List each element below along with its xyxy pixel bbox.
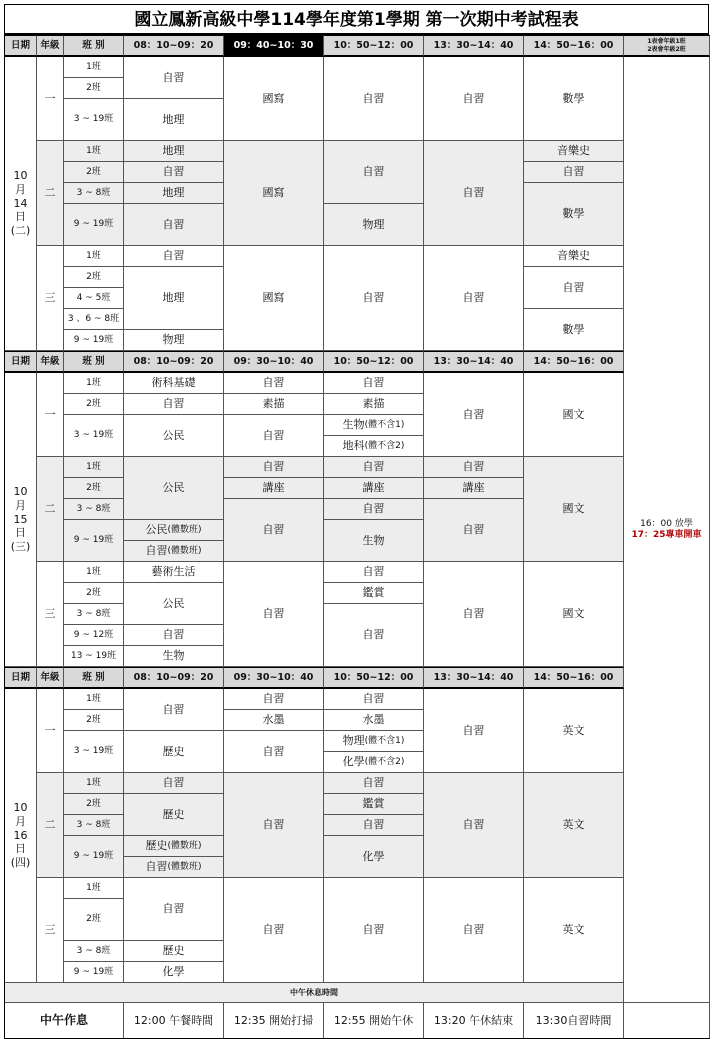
header-grade: 年級	[37, 667, 64, 689]
class-label: 3 ~ 19班	[64, 415, 124, 457]
exam-cell: 自習	[324, 499, 424, 520]
header-date: 日期	[5, 351, 37, 373]
exam-cell: 物理 (體不含1)	[324, 731, 424, 752]
header-period-3: 10：50~12：00	[324, 667, 424, 689]
exam-cell: 自習	[424, 457, 524, 478]
exam-cell: 自習	[524, 267, 624, 309]
exam-cell: 歷史 (體數班)	[124, 836, 224, 857]
exam-cell: 自習	[324, 57, 424, 141]
exam-cell: 自習	[424, 141, 524, 246]
exam-cell: 自習	[524, 162, 624, 183]
exam-cell: 國文	[524, 373, 624, 457]
exam-cell: 自習	[224, 499, 324, 562]
class-label: 1班	[64, 141, 124, 162]
exam-cell: 音樂史	[524, 141, 624, 162]
exam-cell: 化學	[124, 962, 224, 983]
exam-cell: 自習 (體數班)	[124, 857, 224, 878]
lunch-blank	[624, 983, 710, 1039]
exam-cell: 自習	[224, 457, 324, 478]
exam-cell: 英文	[524, 689, 624, 773]
day2-date: 10 月 15 日 (三)	[5, 373, 37, 667]
class-label: 3 ~ 8班	[64, 499, 124, 520]
exam-cell: 地科 (體不含2)	[324, 436, 424, 457]
exam-cell: 自習	[424, 499, 524, 562]
exam-cell: 物理	[324, 204, 424, 246]
header-period-5: 14：50~16：00	[524, 351, 624, 373]
exam-cell: 自習	[324, 457, 424, 478]
exam-cell: 國文	[524, 457, 624, 562]
header-period-3: 10：50~12：00	[324, 351, 424, 373]
class-label: 3 、6 ~ 8班	[64, 309, 124, 330]
exam-cell: 音樂史	[524, 246, 624, 267]
exam-cell: 講座	[324, 478, 424, 499]
exam-cell: 自習	[424, 689, 524, 773]
header-period-3: 10：50~12：00	[324, 35, 424, 57]
exam-cell: 術科基礎	[124, 373, 224, 394]
day1-grade-1: 一	[37, 57, 64, 141]
day1-grade-3: 三	[37, 246, 64, 351]
exam-schedule-table	[4, 34, 709, 1039]
class-label: 1班	[64, 246, 124, 267]
exam-cell: 自習	[424, 373, 524, 457]
day3-grade-1: 一	[37, 689, 64, 773]
lunch-label: 中午作息	[5, 1003, 124, 1039]
class-label: 1班	[64, 373, 124, 394]
exam-cell: 國寫	[224, 141, 324, 246]
exam-cell: 自習	[124, 246, 224, 267]
exam-cell: 公民	[124, 415, 224, 457]
header-date: 日期	[5, 35, 37, 57]
lunch-time-4: 13:20 午休結束	[424, 1003, 524, 1039]
class-label: 2班	[64, 267, 124, 288]
header-period-1: 08：10~09：20	[124, 35, 224, 57]
exam-cell: 生物 (體不含1)	[324, 415, 424, 436]
class-label: 1班	[64, 562, 124, 583]
class-label: 3 ~ 8班	[64, 815, 124, 836]
header-period-1: 08：10~09：20	[124, 351, 224, 373]
exam-cell: 自習	[324, 815, 424, 836]
exam-cell: 自習	[424, 57, 524, 141]
exam-cell: 自習	[124, 57, 224, 99]
header-class: 班 別	[64, 35, 124, 57]
class-label: 2班	[64, 162, 124, 183]
header-period-5: 14：50~16：00	[524, 35, 624, 57]
header-grade: 年級	[37, 35, 64, 57]
header-period-2: 09：30~10：40	[224, 667, 324, 689]
exam-cell: 地理	[124, 141, 224, 162]
exam-cell: 自習	[324, 562, 424, 583]
header-note: 1表會年級1班 2表會年級2班	[624, 35, 710, 57]
exam-cell: 英文	[524, 773, 624, 878]
class-label: 1班	[64, 878, 124, 899]
exam-cell: 自習	[124, 625, 224, 646]
day1-date: 10 月 14 日 (二)	[5, 57, 37, 351]
day2-grade-2: 二	[37, 457, 64, 562]
class-label: 3 ~ 8班	[64, 604, 124, 625]
exam-cell: 自習	[224, 878, 324, 983]
header-grade: 年級	[37, 351, 64, 373]
exam-cell: 講座	[224, 478, 324, 499]
exam-cell: 地理	[124, 267, 224, 330]
exam-cell: 公民	[124, 457, 224, 520]
header-period-5: 14：50~16：00	[524, 667, 624, 689]
exam-cell: 鑑賞	[324, 583, 424, 604]
exam-cell: 地理	[124, 99, 224, 141]
header-class: 班 別	[64, 667, 124, 689]
exam-cell: 公民 (體數班)	[124, 520, 224, 541]
day2-grade-1: 一	[37, 373, 64, 457]
lunch-banner: 中午休息時間	[5, 983, 624, 1003]
header-period-2: 09：40~10：30	[224, 35, 324, 57]
exam-cell: 化學 (體不含2)	[324, 752, 424, 773]
exam-cell: 自習	[124, 689, 224, 731]
class-label: 9 ~ 12班	[64, 625, 124, 646]
class-label: 2班	[64, 583, 124, 604]
header-period-4: 13：30~14：40	[424, 667, 524, 689]
class-label: 3 ~ 8班	[64, 941, 124, 962]
exam-cell: 講座	[424, 478, 524, 499]
exam-cell: 國文	[524, 562, 624, 667]
class-label: 9 ~ 19班	[64, 836, 124, 878]
class-label: 1班	[64, 457, 124, 478]
exam-cell: 歷史	[124, 731, 224, 773]
exam-cell: 物理	[124, 330, 224, 351]
exam-cell: 自習	[324, 878, 424, 983]
class-label: 3 ~ 8班	[64, 183, 124, 204]
exam-cell: 自習	[224, 731, 324, 773]
exam-cell: 自習	[224, 689, 324, 710]
exam-cell: 地理	[124, 183, 224, 204]
exam-cell: 數學	[524, 183, 624, 246]
exam-cell: 英文	[524, 878, 624, 983]
exam-cell: 自習	[224, 773, 324, 878]
exam-cell: 自習	[424, 246, 524, 351]
exam-cell: 自習	[124, 162, 224, 183]
exam-cell: 數學	[524, 57, 624, 141]
class-label: 2班	[64, 394, 124, 415]
exam-cell: 生物	[324, 520, 424, 562]
exam-cell: 歷史	[124, 794, 224, 836]
exam-cell: 數學	[524, 309, 624, 351]
exam-cell: 自習	[324, 689, 424, 710]
exam-cell: 國寫	[224, 57, 324, 141]
header-class: 班 別	[64, 351, 124, 373]
exam-cell: 素描	[224, 394, 324, 415]
class-label: 2班	[64, 78, 124, 99]
class-label: 1班	[64, 57, 124, 78]
exam-cell: 自習	[424, 562, 524, 667]
exam-cell: 自習	[224, 562, 324, 667]
exam-cell: 自習	[124, 394, 224, 415]
exam-cell: 水墨	[324, 710, 424, 731]
exam-cell: 國寫	[224, 246, 324, 351]
class-label: 2班	[64, 710, 124, 731]
class-label: 9 ~ 19班	[64, 204, 124, 246]
class-label: 9 ~ 19班	[64, 330, 124, 351]
dismissal-note: 16：00 放學 17：25專車開車	[624, 57, 710, 1003]
day1-grade-2: 二	[37, 141, 64, 246]
exam-cell: 自習	[324, 141, 424, 204]
exam-cell: 自習	[124, 878, 224, 941]
header-period-4: 13：30~14：40	[424, 351, 524, 373]
class-label: 2班	[64, 794, 124, 815]
exam-cell: 自習	[124, 204, 224, 246]
exam-cell: 自習	[324, 773, 424, 794]
day3-date: 10 月 16 日 (四)	[5, 689, 37, 983]
day2-grade-3: 三	[37, 562, 64, 667]
class-label: 9 ~ 19班	[64, 520, 124, 562]
class-label: 2班	[64, 899, 124, 941]
class-label: 4 ~ 5班	[64, 288, 124, 309]
lunch-time-2: 12:35 開始打掃	[224, 1003, 324, 1039]
lunch-time-1: 12:00 午餐時間	[124, 1003, 224, 1039]
lunch-time-5: 13:30自習時間	[524, 1003, 624, 1039]
class-label: 9 ~ 19班	[64, 962, 124, 983]
exam-cell: 自習	[424, 773, 524, 878]
exam-cell: 自習	[324, 246, 424, 351]
exam-cell: 生物	[124, 646, 224, 667]
exam-cell: 自習	[224, 415, 324, 457]
exam-cell: 公民	[124, 583, 224, 625]
exam-cell: 自習	[124, 773, 224, 794]
header-period-1: 08：10~09：20	[124, 667, 224, 689]
exam-cell: 化學	[324, 836, 424, 878]
class-label: 1班	[64, 773, 124, 794]
exam-cell: 鑑賞	[324, 794, 424, 815]
exam-cell: 自習 (體數班)	[124, 541, 224, 562]
exam-cell: 自習	[424, 878, 524, 983]
exam-cell: 水墨	[224, 710, 324, 731]
exam-cell: 自習	[324, 373, 424, 394]
day3-grade-3: 三	[37, 878, 64, 983]
exam-cell: 自習	[224, 373, 324, 394]
header-date: 日期	[5, 667, 37, 689]
header-period-2: 09：30~10：40	[224, 351, 324, 373]
class-label: 2班	[64, 478, 124, 499]
exam-cell: 自習	[324, 604, 424, 667]
exam-cell: 藝術生活	[124, 562, 224, 583]
class-label: 13 ~ 19班	[64, 646, 124, 667]
lunch-time-3: 12:55 開始午休	[324, 1003, 424, 1039]
class-label: 3 ~ 19班	[64, 99, 124, 141]
exam-cell: 素描	[324, 394, 424, 415]
exam-cell: 歷史	[124, 941, 224, 962]
day3-grade-2: 二	[37, 773, 64, 878]
class-label: 1班	[64, 689, 124, 710]
class-label: 3 ~ 19班	[64, 731, 124, 773]
page-title: 國立鳳新高級中學114學年度第1學期 第一次期中考試程表	[4, 4, 709, 34]
header-period-4: 13：30~14：40	[424, 35, 524, 57]
